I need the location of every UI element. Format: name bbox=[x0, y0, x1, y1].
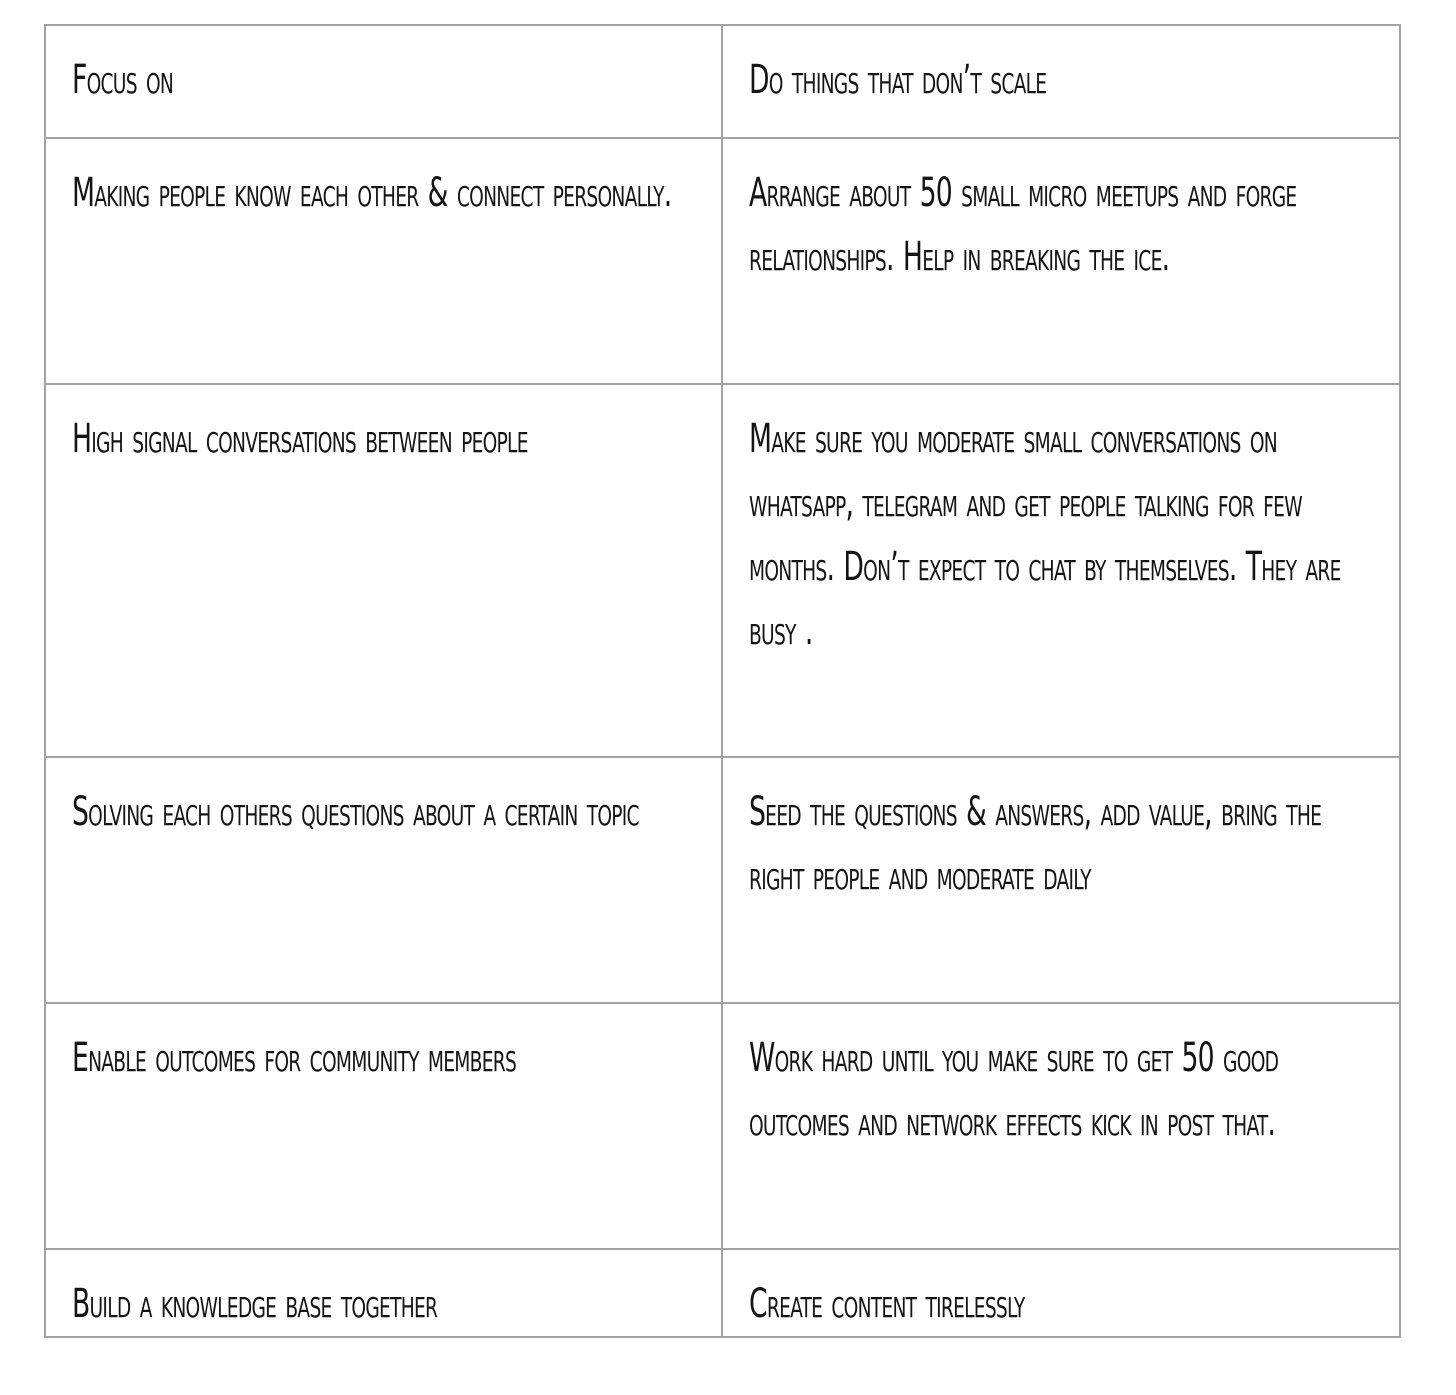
action-cell bbox=[722, 384, 1400, 757]
focus-cell bbox=[45, 1249, 722, 1337]
action-cell bbox=[722, 138, 1400, 384]
header-cell-focus bbox=[45, 25, 722, 138]
table-row bbox=[45, 384, 1400, 757]
header-cell-action bbox=[722, 25, 1400, 138]
focus-text: Build a knowledge base together bbox=[72, 1281, 438, 1327]
focus-cell bbox=[45, 384, 722, 757]
focus-vs-unscalable-table bbox=[44, 24, 1399, 1338]
action-text: Arrange about 50 small micro meetups and forge relationships. Help in breaking the ice. bbox=[749, 170, 1297, 280]
focus-text: High signal conversations between people bbox=[72, 416, 528, 462]
table-row bbox=[45, 138, 1400, 384]
table-row bbox=[45, 757, 1400, 1003]
action-cell bbox=[722, 757, 1400, 1003]
table bbox=[44, 24, 1401, 1338]
focus-text: Making people know each other & connect personally. bbox=[72, 170, 672, 216]
focus-cell bbox=[45, 1003, 722, 1249]
action-cell bbox=[722, 1003, 1400, 1249]
table-header-row bbox=[45, 25, 1400, 138]
table-row bbox=[45, 1249, 1400, 1337]
action-text: Create content tirelessly bbox=[749, 1281, 1025, 1327]
action-cell bbox=[722, 1249, 1400, 1337]
header-action-label: Do things that don’t scale bbox=[749, 57, 1047, 103]
action-text: Seed the questions & answers, add value, bring the right people and moderate daily bbox=[749, 789, 1322, 899]
header-focus-label: Focus on bbox=[72, 57, 174, 103]
focus-cell bbox=[45, 757, 722, 1003]
action-text: Make sure you moderate small conversations on whatsapp, telegram and get people talking for few months. Don’t expect to chat by themselves. They are busy . bbox=[749, 416, 1341, 654]
focus-cell bbox=[45, 138, 722, 384]
table-row bbox=[45, 1003, 1400, 1249]
focus-text: Enable outcomes for community members bbox=[72, 1035, 517, 1081]
action-text: Work hard until you make sure to get 50 good outcomes and network effects kick in post that. bbox=[749, 1035, 1279, 1145]
focus-text: Solving each others questions about a certain topic bbox=[72, 789, 639, 835]
